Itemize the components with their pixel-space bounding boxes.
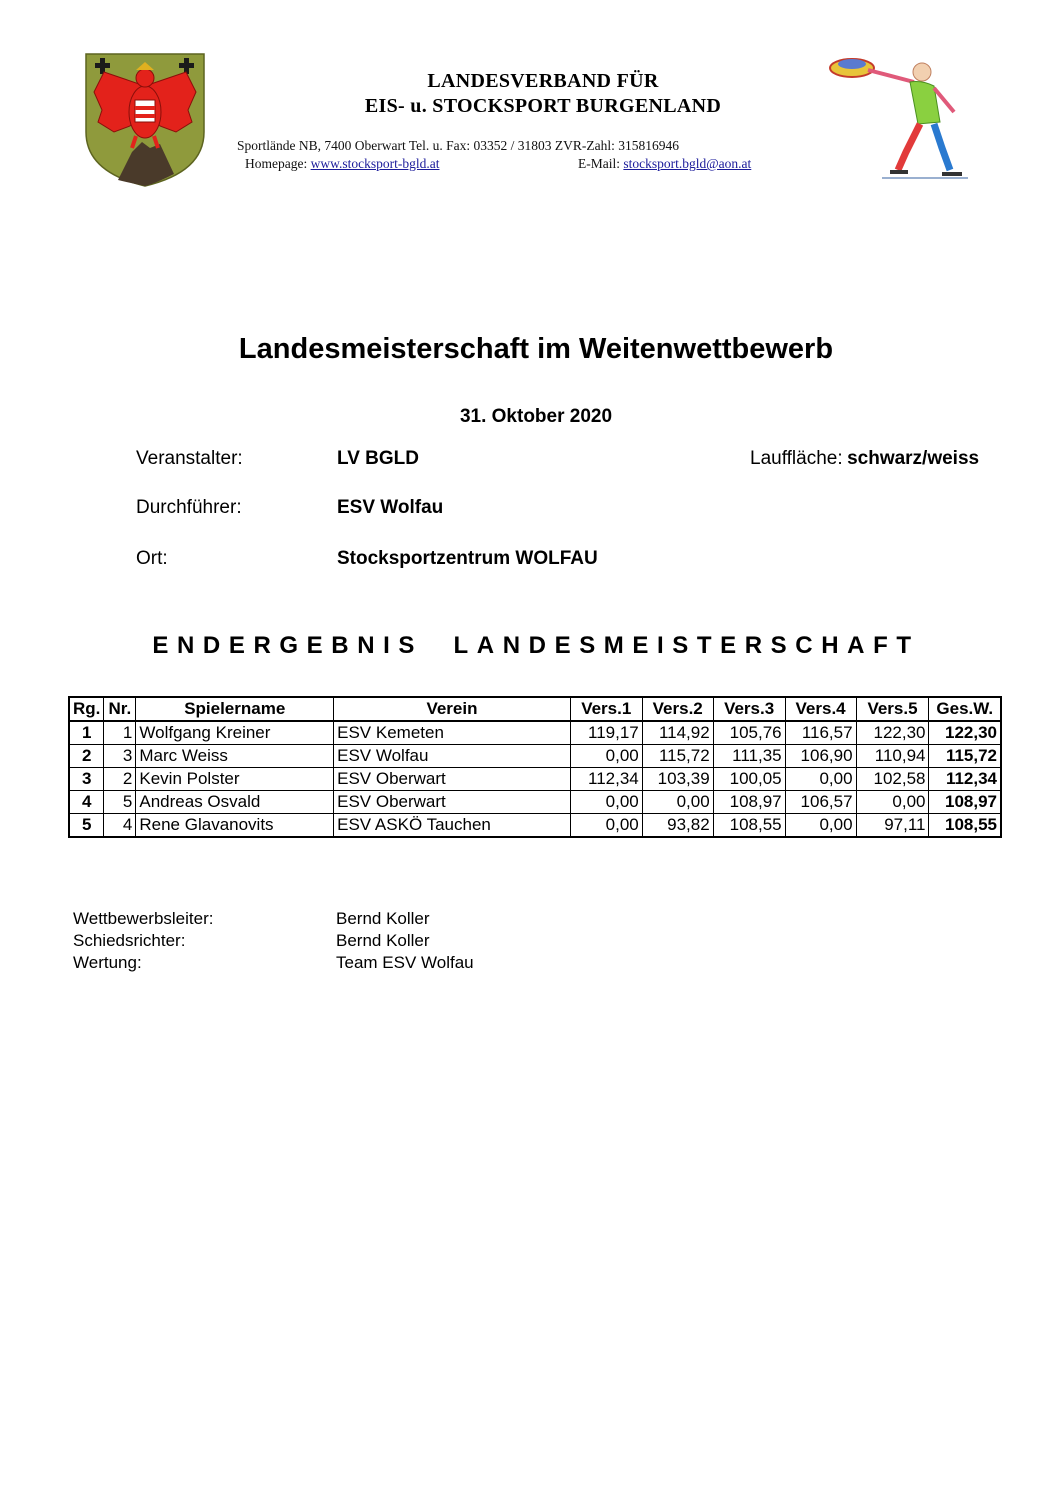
ort-label: Ort: bbox=[136, 548, 168, 569]
email-link[interactable]: stocksport.bgld@aon.at bbox=[623, 156, 752, 171]
col-header-vers4: Vers.4 bbox=[785, 697, 856, 721]
results-table bbox=[68, 696, 1002, 838]
cell-vers5: 110,94 bbox=[856, 745, 929, 768]
cell-vers1: 119,17 bbox=[570, 721, 642, 745]
cell-vers5: 0,00 bbox=[856, 791, 929, 814]
cell-player: Rene Glavanovits bbox=[136, 814, 334, 838]
cell-vers5: 97,11 bbox=[856, 814, 929, 838]
wertung-value: Team ESV Wolfau bbox=[336, 953, 474, 972]
cell-vers3: 105,76 bbox=[713, 721, 785, 745]
cell-club: ESV ASKÖ Tauchen bbox=[334, 814, 571, 838]
cell-rank: 1 bbox=[69, 721, 104, 745]
cell-vers1: 0,00 bbox=[570, 814, 642, 838]
cell-vers4: 106,57 bbox=[785, 791, 856, 814]
cell-rank: 3 bbox=[69, 768, 104, 791]
lauffläche-value: schwarz/weiss bbox=[847, 448, 980, 469]
schiedsrichter-label: Schiedsrichter: bbox=[73, 931, 186, 950]
cell-rank: 5 bbox=[69, 814, 104, 838]
cell-club: ESV Wolfau bbox=[334, 745, 571, 768]
table-row bbox=[69, 745, 1001, 768]
cell-vers4: 0,00 bbox=[785, 768, 856, 791]
wertung-label: Wertung: bbox=[73, 953, 142, 972]
cell-vers2: 0,00 bbox=[642, 791, 713, 814]
cell-nr: 2 bbox=[104, 768, 136, 791]
col-header-vers3: Vers.3 bbox=[713, 697, 785, 721]
table-row bbox=[69, 768, 1001, 791]
cell-vers5: 102,58 bbox=[856, 768, 929, 791]
col-header-vers1: Vers.1 bbox=[570, 697, 642, 721]
cell-vers3: 108,97 bbox=[713, 791, 785, 814]
veranstalter-value: LV BGLD bbox=[337, 448, 419, 469]
event-date: 31. Oktober 2020 bbox=[459, 406, 613, 427]
address-line: Sportlände NB, 7400 Oberwart Tel. u. Fax: 03352 / 31803 ZVR-Zahl: 315816946 bbox=[237, 138, 680, 153]
section-title bbox=[0, 632, 1058, 660]
cell-vers1: 0,00 bbox=[570, 745, 642, 768]
cell-nr: 4 bbox=[104, 814, 136, 838]
homepage-line bbox=[245, 156, 439, 172]
cell-vers4: 106,90 bbox=[785, 745, 856, 768]
cell-total: 108,97 bbox=[929, 791, 1001, 814]
lauffläche-field bbox=[750, 448, 979, 470]
cell-nr: 5 bbox=[104, 791, 136, 814]
table-row bbox=[69, 721, 1001, 745]
schiedsrichter-value: Bernd Koller bbox=[336, 931, 430, 950]
section-title-text: ENDERGEBNIS LANDESMEISTERSCHAFT bbox=[152, 632, 920, 659]
cell-vers2: 103,39 bbox=[642, 768, 713, 791]
cell-club: ESV Kemeten bbox=[334, 721, 571, 745]
col-header-nr: Nr. bbox=[104, 697, 136, 721]
cell-rank: 2 bbox=[69, 745, 104, 768]
cell-rank: 4 bbox=[69, 791, 104, 814]
col-header-gesw: Ges.W. bbox=[929, 697, 1001, 721]
email-label: E-Mail: bbox=[578, 156, 620, 171]
cell-vers3: 100,05 bbox=[713, 768, 785, 791]
lauffläche-label: Lauffläche: bbox=[750, 448, 843, 469]
cell-vers4: 0,00 bbox=[785, 814, 856, 838]
homepage-link[interactable]: www.stocksport-bgld.at bbox=[310, 156, 440, 171]
ort-value: Stocksportzentrum WOLFAU bbox=[337, 548, 598, 569]
cell-vers2: 115,72 bbox=[642, 745, 713, 768]
col-header-vers2: Vers.2 bbox=[642, 697, 713, 721]
col-header-vers5: Vers.5 bbox=[856, 697, 929, 721]
cell-player: Wolfgang Kreiner bbox=[136, 721, 334, 745]
cell-vers1: 0,00 bbox=[570, 791, 642, 814]
org-title-line2: EIS- u. STOCKSPORT BURGENLAND bbox=[364, 95, 722, 117]
table-header-row bbox=[69, 697, 1001, 721]
table-row bbox=[69, 814, 1001, 838]
page-title: Landesmeisterschaft im Weitenwettbewerb bbox=[238, 333, 834, 365]
cell-vers2: 93,82 bbox=[642, 814, 713, 838]
cell-vers3: 111,35 bbox=[713, 745, 785, 768]
col-header-rank: Rg. bbox=[69, 697, 104, 721]
cell-vers3: 108,55 bbox=[713, 814, 785, 838]
leiter-value: Bernd Koller bbox=[336, 909, 430, 928]
cell-player: Marc Weiss bbox=[136, 745, 334, 768]
cell-nr: 3 bbox=[104, 745, 136, 768]
leiter-label: Wettbewerbsleiter: bbox=[73, 909, 214, 928]
cell-vers5: 122,30 bbox=[856, 721, 929, 745]
cell-club: ESV Oberwart bbox=[334, 768, 571, 791]
cell-total: 122,30 bbox=[929, 721, 1001, 745]
email-line bbox=[578, 156, 751, 172]
table-row bbox=[69, 791, 1001, 814]
cell-vers2: 114,92 bbox=[642, 721, 713, 745]
cell-club: ESV Oberwart bbox=[334, 791, 571, 814]
cell-total: 108,55 bbox=[929, 814, 1001, 838]
homepage-label: Homepage: bbox=[245, 156, 308, 171]
org-title-line1: LANDESVERBAND FÜR bbox=[427, 70, 659, 92]
cell-vers4: 116,57 bbox=[785, 721, 856, 745]
col-header-spielername: Spielername bbox=[136, 697, 334, 721]
cell-total: 115,72 bbox=[929, 745, 1001, 768]
cell-nr: 1 bbox=[104, 721, 136, 745]
cell-total: 112,34 bbox=[929, 768, 1001, 791]
cell-player: Andreas Osvald bbox=[136, 791, 334, 814]
cell-vers1: 112,34 bbox=[570, 768, 642, 791]
col-header-verein: Verein bbox=[334, 697, 571, 721]
durchfuehrer-value: ESV Wolfau bbox=[337, 497, 444, 518]
durchfuehrer-label: Durchführer: bbox=[136, 497, 242, 518]
veranstalter-label: Veranstalter: bbox=[136, 448, 243, 469]
cell-player: Kevin Polster bbox=[136, 768, 334, 791]
